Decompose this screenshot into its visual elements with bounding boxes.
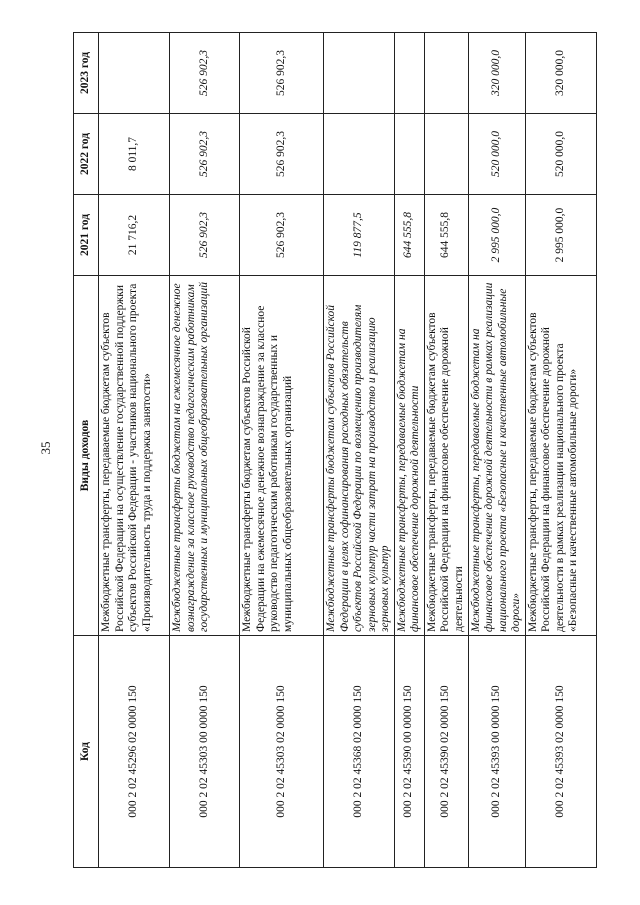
row-2023: 320 000,0 [525,33,596,114]
row-code: 000 2 02 45296 02 0000 150 [99,636,170,868]
row-2021: 21 716,2 [99,195,170,276]
table-row [424,33,468,868]
table-row [468,33,525,868]
row-name: Межбюджетные трансферты бюджетам субъектов Российской Федерации в целях софинансирования расходных обязательств субъектов Российской Федерации по возмещению производителям зерновых культур части затрат на производство и реализацию зерновых культур [324,276,395,636]
row-code: 000 2 02 45390 00 0000 150 [394,636,424,868]
page-number: 35 [38,441,53,455]
row-2023 [424,33,468,114]
row-2023: 526 902,3 [240,33,324,114]
header-2023: 2023 год [74,33,99,114]
row-2022 [324,114,395,195]
row-name: Межбюджетные трансферты, передаваемые бюджетам на финансовое обеспечение дорожной деятельности в рамках реализации национального проекта «Безопасные и качественные автомобильные дороги» [468,276,525,636]
table-row [240,33,324,868]
row-2021: 2 995 000,0 [525,195,596,276]
row-name: Межбюджетные трансферты, передаваемые бюджетам субъектов Российской Федерации на осуществление государственной поддержки субъектов Российской Федерации - участников национального проекта «Производительность труда и поддержка занятости» [99,276,170,636]
row-name: Межбюджетные трансферты, передаваемые бюджетам на финансовое обеспечение дорожной деятельности [394,276,424,636]
row-2023 [394,33,424,114]
row-2021: 644 555,8 [424,195,468,276]
row-name: Межбюджетные трансферты бюджетам на ежемесячное денежное вознаграждение за классное руководство педагогическим работникам государственных и муниципальных общеобразовательных организаций [170,276,240,636]
row-2021: 526 902,3 [240,195,324,276]
header-name: Виды доходов [74,276,99,636]
table-row [394,33,424,868]
header-2022: 2022 год [74,114,99,195]
row-2023: 320 000,0 [468,33,525,114]
row-name: Межбюджетные трансферты, передаваемые бюджетам субъектов Российской Федерации на финансовое обеспечение дорожной деятельности в рамках реализации национального проекта «Безопасные и качественные автомобильные дороги» [525,276,596,636]
row-2023 [324,33,395,114]
row-code: 000 2 02 45303 02 0000 150 [240,636,324,868]
row-2022: 8 011,7 [99,114,170,195]
row-2021: 526 902,3 [170,195,240,276]
table-row [324,33,395,868]
row-2023: 526 902,3 [170,33,240,114]
row-name: Межбюджетные трансферты, передаваемые бюджетам субъектов Российской Федерации на финансовое обеспечение дорожной деятельности [424,276,468,636]
row-2021: 2 995 000,0 [468,195,525,276]
row-code: 000 2 02 45303 00 0000 150 [170,636,240,868]
table-row [170,33,240,868]
income-table [73,32,597,868]
row-2023 [99,33,170,114]
rotated-table-container [73,33,613,868]
row-2021: 119 877,5 [324,195,395,276]
row-code: 000 2 02 45393 02 0000 150 [525,636,596,868]
row-2022 [424,114,468,195]
row-2022: 520 000,0 [468,114,525,195]
row-2022: 526 902,3 [240,114,324,195]
row-code: 000 2 02 45390 02 0000 150 [424,636,468,868]
row-name: Межбюджетные трансферты бюджетам субъектов Российской Федерации на ежемесячное денежное вознаграждение за классное руководство педагогическим работникам государственных и муниципальных общеобразовательных организаций [240,276,324,636]
table-row [525,33,596,868]
row-2022: 520 000,0 [525,114,596,195]
header-code: Код [74,636,99,868]
table-row [99,33,170,868]
header-row [74,33,99,868]
row-2022 [394,114,424,195]
row-2022: 526 902,3 [170,114,240,195]
row-2021: 644 555,8 [394,195,424,276]
header-2021: 2021 год [74,195,99,276]
row-code: 000 2 02 45368 02 0000 150 [324,636,395,868]
row-code: 000 2 02 45393 00 0000 150 [468,636,525,868]
